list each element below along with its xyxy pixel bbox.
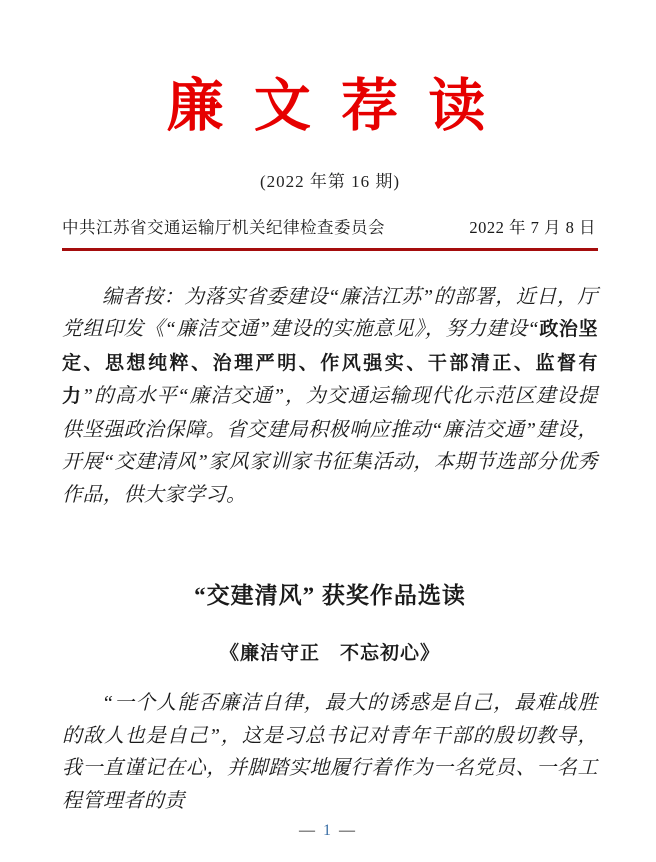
document-content <box>0 76 656 817</box>
page-number: 1 <box>323 822 333 839</box>
editor-note-tail: ”的高水平“廉洁交通”，为交通运输现代化示范区建设提供坚强政治保障。省交建局积极响应推动“廉洁交通”建设，开展“交建清风”家风家训家书征集活动，本期节选部分优秀作品，供大家学习。 <box>62 385 598 506</box>
issue-date: 2022 年 7 月 8 日 <box>469 217 596 237</box>
footer-dash-left: — <box>299 822 317 839</box>
editor-note-lead: 编者按：为落实省委建设“廉洁江苏”的部署，近日，厅党组印发《“廉洁交通”建设的实施意见》，努力建设“ <box>62 285 598 341</box>
editor-note-paragraph <box>62 281 598 512</box>
page-footer <box>0 822 656 840</box>
issue-number: (2022 年第 16 期) <box>259 171 401 191</box>
footer-dash-right: — <box>339 822 357 839</box>
article-title: 《廉洁守正 不忘初心》 <box>219 643 440 665</box>
section-heading: “交建清风” 获奖作品选读 <box>194 583 466 609</box>
masthead-title: 廉 文 荐 读 <box>166 75 494 138</box>
editor-note-bold-emphasis: 政治坚定、思想纯粹、治理严明、作风强实、干部清正、监督有力 <box>62 319 598 408</box>
issuing-committee: 中共江苏省交通运输厅机关纪律检查委员会 <box>62 217 385 237</box>
article-body-paragraph: “一个人能否廉洁自律，最大的诱惑是自己，最难战胜的敌人也是自己”，这是习总书记对青年干部的殷切教导，我一直谨记在心，并脚踏实地履行着作为一名党员、一名工程管理者的责 <box>62 692 598 812</box>
document-header-row <box>62 214 598 251</box>
